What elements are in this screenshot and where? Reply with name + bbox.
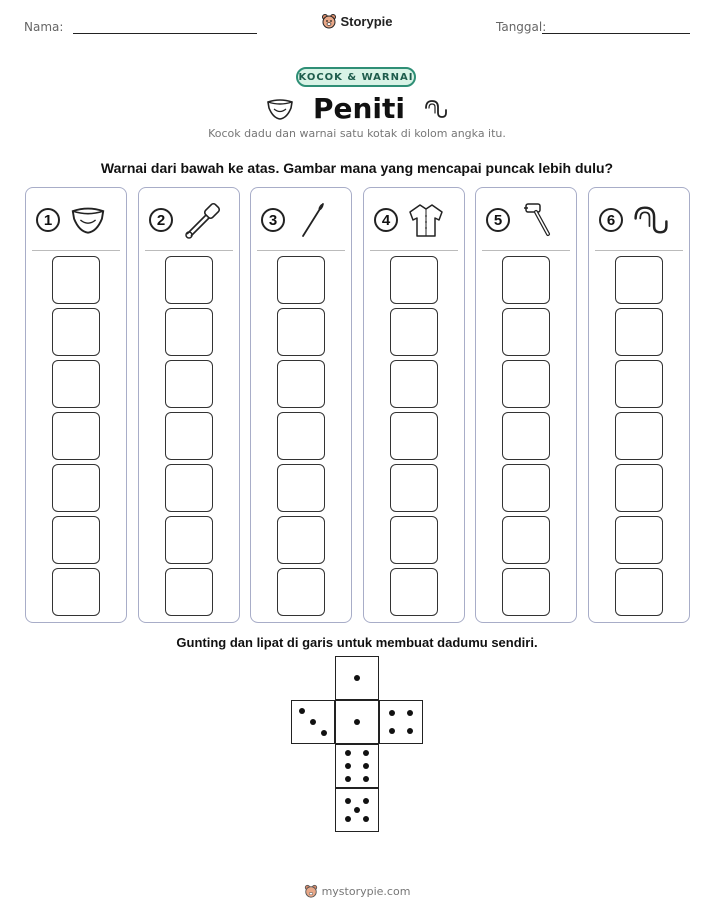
die-pip [389, 710, 395, 716]
color-box[interactable] [615, 516, 663, 564]
color-box[interactable] [390, 464, 438, 512]
color-box[interactable] [502, 256, 550, 304]
color-box[interactable] [165, 308, 213, 356]
color-box[interactable] [502, 412, 550, 460]
die-pip [363, 750, 369, 756]
column-number: 3 [261, 208, 285, 232]
date-label: Tanggal: [496, 20, 547, 34]
color-box[interactable] [615, 360, 663, 408]
column-divider [257, 250, 345, 251]
color-box[interactable] [277, 464, 325, 512]
column-3 [250, 187, 352, 623]
column-header [261, 202, 345, 238]
bear-logo-icon [321, 13, 337, 29]
instruction-bottom: Gunting dan lipat di garis untuk membuat dadumu sendiri. [176, 635, 538, 650]
die-pip [310, 719, 316, 725]
die-face-1 [335, 700, 379, 744]
color-box[interactable] [165, 464, 213, 512]
die-pip [407, 710, 413, 716]
color-box[interactable] [165, 516, 213, 564]
column-header [374, 202, 458, 238]
die-pip [363, 798, 369, 804]
color-box[interactable] [165, 412, 213, 460]
color-box[interactable] [502, 516, 550, 564]
column-header [149, 202, 233, 238]
diaper-icon [68, 200, 108, 240]
die-pip [345, 763, 351, 769]
color-box[interactable] [390, 412, 438, 460]
die-pip [363, 816, 369, 822]
brand-name: Storypie [340, 13, 393, 29]
color-box[interactable] [52, 464, 100, 512]
die-pip [363, 763, 369, 769]
subtitle: Kocok dadu dan warnai satu kotak di kolom angka itu. [208, 127, 506, 140]
color-box[interactable] [52, 412, 100, 460]
die-face-3 [291, 700, 335, 744]
die-face-1 [335, 656, 379, 700]
die-pip [345, 816, 351, 822]
die-face-6 [335, 744, 379, 788]
name-label: Nama: [24, 20, 64, 34]
die-pip [345, 776, 351, 782]
footer-url: mystorypie.com [321, 884, 411, 898]
column-header [599, 202, 683, 238]
color-box[interactable] [615, 308, 663, 356]
color-box[interactable] [277, 568, 325, 616]
die-pip [354, 719, 360, 725]
die-pip [321, 730, 327, 736]
color-box[interactable] [52, 360, 100, 408]
die-pip [407, 728, 413, 734]
column-number: 5 [486, 208, 510, 232]
column-divider [145, 250, 233, 251]
color-box[interactable] [615, 568, 663, 616]
die-face-5 [335, 788, 379, 832]
activity-badge: KOCOK & WARNAI [296, 67, 416, 87]
color-box[interactable] [390, 568, 438, 616]
color-box[interactable] [277, 516, 325, 564]
color-box[interactable] [165, 568, 213, 616]
color-box[interactable] [165, 360, 213, 408]
die-pip [345, 798, 351, 804]
title-row [0, 92, 714, 125]
color-box[interactable] [277, 256, 325, 304]
die-pip [354, 675, 360, 681]
column-header [36, 202, 120, 238]
color-box[interactable] [502, 568, 550, 616]
pin-wire-icon [631, 200, 671, 240]
page-title: Peniti [312, 92, 406, 125]
brand-logo [0, 13, 714, 34]
date-line[interactable] [542, 33, 690, 34]
column-number: 2 [149, 208, 173, 232]
instruction-top: Warnai dari bawah ke atas. Gambar mana yang mencapai puncak lebih dulu? [100, 160, 614, 176]
color-box[interactable] [390, 360, 438, 408]
color-box[interactable] [52, 256, 100, 304]
column-number: 1 [36, 208, 60, 232]
diaper-icon [265, 96, 295, 122]
column-4 [363, 187, 465, 623]
column-number: 6 [599, 208, 623, 232]
column-divider [32, 250, 120, 251]
column-1 [25, 187, 127, 623]
column-2 [138, 187, 240, 623]
safety-pin-icon [181, 200, 221, 240]
die-pip [299, 708, 305, 714]
die-pip [345, 750, 351, 756]
color-box[interactable] [277, 360, 325, 408]
color-box[interactable] [502, 360, 550, 408]
die-pip [363, 776, 369, 782]
column-divider [482, 250, 570, 251]
column-6 [588, 187, 690, 623]
color-box[interactable] [52, 516, 100, 564]
color-box[interactable] [502, 308, 550, 356]
needle-icon [293, 200, 333, 240]
column-number: 4 [374, 208, 398, 232]
color-box[interactable] [502, 464, 550, 512]
shirt-icon [406, 200, 446, 240]
column-header [486, 202, 570, 238]
color-box[interactable] [165, 256, 213, 304]
clamp-icon [518, 200, 558, 240]
column-5 [475, 187, 577, 623]
die-pip [389, 728, 395, 734]
color-box[interactable] [52, 568, 100, 616]
color-box[interactable] [615, 412, 663, 460]
color-box[interactable] [390, 308, 438, 356]
footer [0, 884, 714, 898]
color-box[interactable] [615, 256, 663, 304]
column-divider [595, 250, 683, 251]
die-face-4 [379, 700, 423, 744]
die-pip [354, 807, 360, 813]
pin-wire-icon [423, 98, 449, 120]
bear-logo-icon [304, 884, 318, 898]
color-box[interactable] [52, 308, 100, 356]
column-divider [370, 250, 458, 251]
color-box[interactable] [390, 516, 438, 564]
color-box[interactable] [277, 308, 325, 356]
color-box[interactable] [615, 464, 663, 512]
color-box[interactable] [277, 412, 325, 460]
color-box[interactable] [390, 256, 438, 304]
